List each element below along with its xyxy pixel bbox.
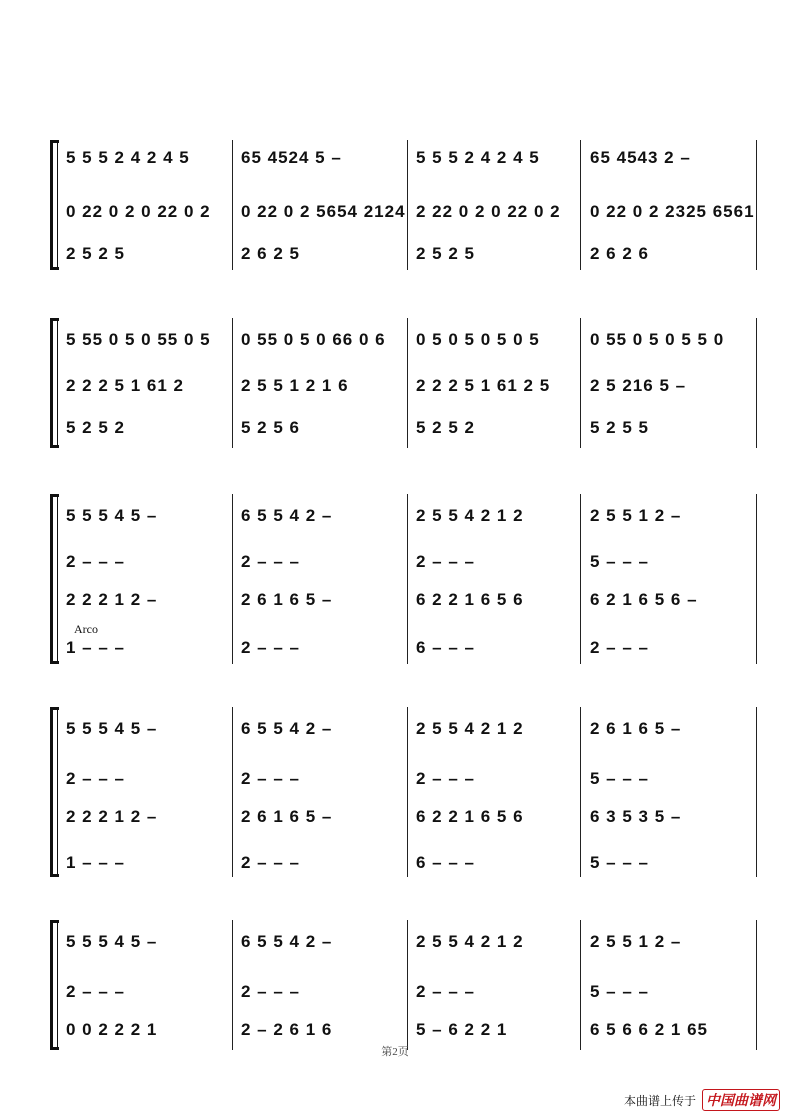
- measure: 6 2 2 1 6 5 6: [416, 807, 524, 826]
- measure: 2 5 2 5: [416, 244, 475, 263]
- measure: 2 5 5 4 2 1 2: [416, 719, 524, 738]
- barline: [407, 920, 408, 1050]
- measure: 2 – – –: [66, 552, 125, 571]
- barline: [407, 494, 408, 664]
- score-system-5: [50, 920, 760, 1050]
- score-system-3: [50, 494, 760, 664]
- measure: 5 – – –: [590, 853, 649, 872]
- system-bracket: [50, 920, 63, 1050]
- measure: 2 6 2 5: [241, 244, 300, 263]
- measure: 5 55 0 5 0 55 0 5: [66, 330, 211, 349]
- upload-credit: [624, 1089, 780, 1111]
- system-bracket: [50, 140, 63, 270]
- measure: 6 – – –: [416, 853, 475, 872]
- measure: 5 5 5 2 4 2 4 5: [416, 148, 540, 167]
- score-system-2: [50, 318, 760, 448]
- measure: 2 – – –: [241, 638, 300, 657]
- measure: 2 5 216 5 –: [590, 376, 687, 395]
- barline: [232, 707, 233, 877]
- measure: 2 6 1 6 5 –: [241, 590, 333, 609]
- measure: 6 5 5 4 2 –: [241, 932, 333, 951]
- measure: 0 5 0 5 0 5 0 5: [416, 330, 540, 349]
- barline: [580, 920, 581, 1050]
- measure: 2 5 5 1 2 –: [590, 506, 682, 525]
- measure: 0 22 0 2 0 22 0 2: [66, 202, 211, 221]
- measure: 6 5 5 4 2 –: [241, 506, 333, 525]
- measure: 1 – – –: [66, 853, 125, 872]
- measure: 5 2 5 2: [66, 418, 125, 437]
- measure: 2 – – –: [241, 982, 300, 1001]
- measure: 5 5 5 4 5 –: [66, 719, 158, 738]
- barline: [407, 140, 408, 270]
- measure: 5 – 6 2 2 1: [416, 1020, 508, 1039]
- measure: 0 55 0 5 0 5 5 0: [590, 330, 725, 349]
- barline: [407, 318, 408, 448]
- barline: [232, 318, 233, 448]
- measure: 2 – – –: [416, 769, 475, 788]
- barline: [580, 494, 581, 664]
- measure: 5 – – –: [590, 982, 649, 1001]
- measure: 5 5 5 4 5 –: [66, 506, 158, 525]
- measure: 2 – – –: [66, 982, 125, 1001]
- barline: [232, 140, 233, 270]
- measure: 2 – – –: [416, 552, 475, 571]
- page-number: 第2页: [381, 1046, 409, 1058]
- barline: [580, 140, 581, 270]
- measure: 5 – – –: [590, 552, 649, 571]
- barline: [756, 707, 757, 877]
- measure: 2 5 2 5: [66, 244, 125, 263]
- barline: [232, 494, 233, 664]
- measure: 2 – – –: [590, 638, 649, 657]
- measure: 5 – – –: [590, 769, 649, 788]
- system-bracket: [50, 318, 63, 448]
- measure: 2 6 2 6: [590, 244, 649, 263]
- measure: 2 2 2 1 2 –: [66, 807, 158, 826]
- barline: [756, 318, 757, 448]
- measure: 1 – – –: [66, 638, 125, 657]
- measure: 5 5 5 2 4 2 4 5: [66, 148, 190, 167]
- measure: 65 4524 5 –: [241, 148, 342, 167]
- measure: 5 2 5 6: [241, 418, 300, 437]
- arco-marking: Arco: [74, 622, 98, 636]
- measure: 5 5 5 4 5 –: [66, 932, 158, 951]
- measure: 6 5 6 6 2 1 65: [590, 1020, 708, 1039]
- measure: 5 2 5 2: [416, 418, 475, 437]
- system-bracket: [50, 707, 63, 877]
- measure: 0 22 0 2 2325 6561: [590, 202, 755, 221]
- barline: [580, 318, 581, 448]
- measure: 2 22 0 2 0 22 0 2: [416, 202, 561, 221]
- barline: [407, 707, 408, 877]
- system-bracket: [50, 494, 63, 664]
- measure: 6 5 5 4 2 –: [241, 719, 333, 738]
- measure: 2 2 2 5 1 61 2: [66, 376, 184, 395]
- measure: 6 2 2 1 6 5 6: [416, 590, 524, 609]
- barline: [232, 920, 233, 1050]
- measure: 6 2 1 6 5 6 –: [590, 590, 698, 609]
- measure: 2 5 5 4 2 1 2: [416, 932, 524, 951]
- site-logo[interactable]: 中国曲谱网: [702, 1089, 780, 1111]
- measure: 2 – – –: [66, 769, 125, 788]
- measure: 6 3 5 3 5 –: [590, 807, 682, 826]
- measure: 2 – 2 6 1 6: [241, 1020, 333, 1039]
- measure: 0 22 0 2 5654 2124: [241, 202, 406, 221]
- measure: 2 5 5 1 2 1 6: [241, 376, 349, 395]
- measure: 5 2 5 5: [590, 418, 649, 437]
- measure: 65 4543 2 –: [590, 148, 691, 167]
- barline: [580, 707, 581, 877]
- score-system-4: [50, 707, 760, 877]
- score-system-1: [50, 140, 760, 270]
- measure: 2 – – –: [241, 853, 300, 872]
- barline: [756, 920, 757, 1050]
- measure: 2 2 2 1 2 –: [66, 590, 158, 609]
- measure: 2 5 5 1 2 –: [590, 932, 682, 951]
- measure: 2 6 1 6 5 –: [241, 807, 333, 826]
- measure: 2 – – –: [241, 769, 300, 788]
- barline: [756, 140, 757, 270]
- measure: 2 – – –: [241, 552, 300, 571]
- measure: 2 6 1 6 5 –: [590, 719, 682, 738]
- measure: 0 55 0 5 0 66 0 6: [241, 330, 386, 349]
- measure: 2 5 5 4 2 1 2: [416, 506, 524, 525]
- measure: 2 – – –: [416, 982, 475, 1001]
- upload-text: 本曲谱上传于: [623, 1093, 696, 1108]
- measure: 6 – – –: [416, 638, 475, 657]
- measure: 2 2 2 5 1 61 2 5: [416, 376, 551, 395]
- measure: 0 0 2 2 2 1: [66, 1020, 158, 1039]
- barline: [756, 494, 757, 664]
